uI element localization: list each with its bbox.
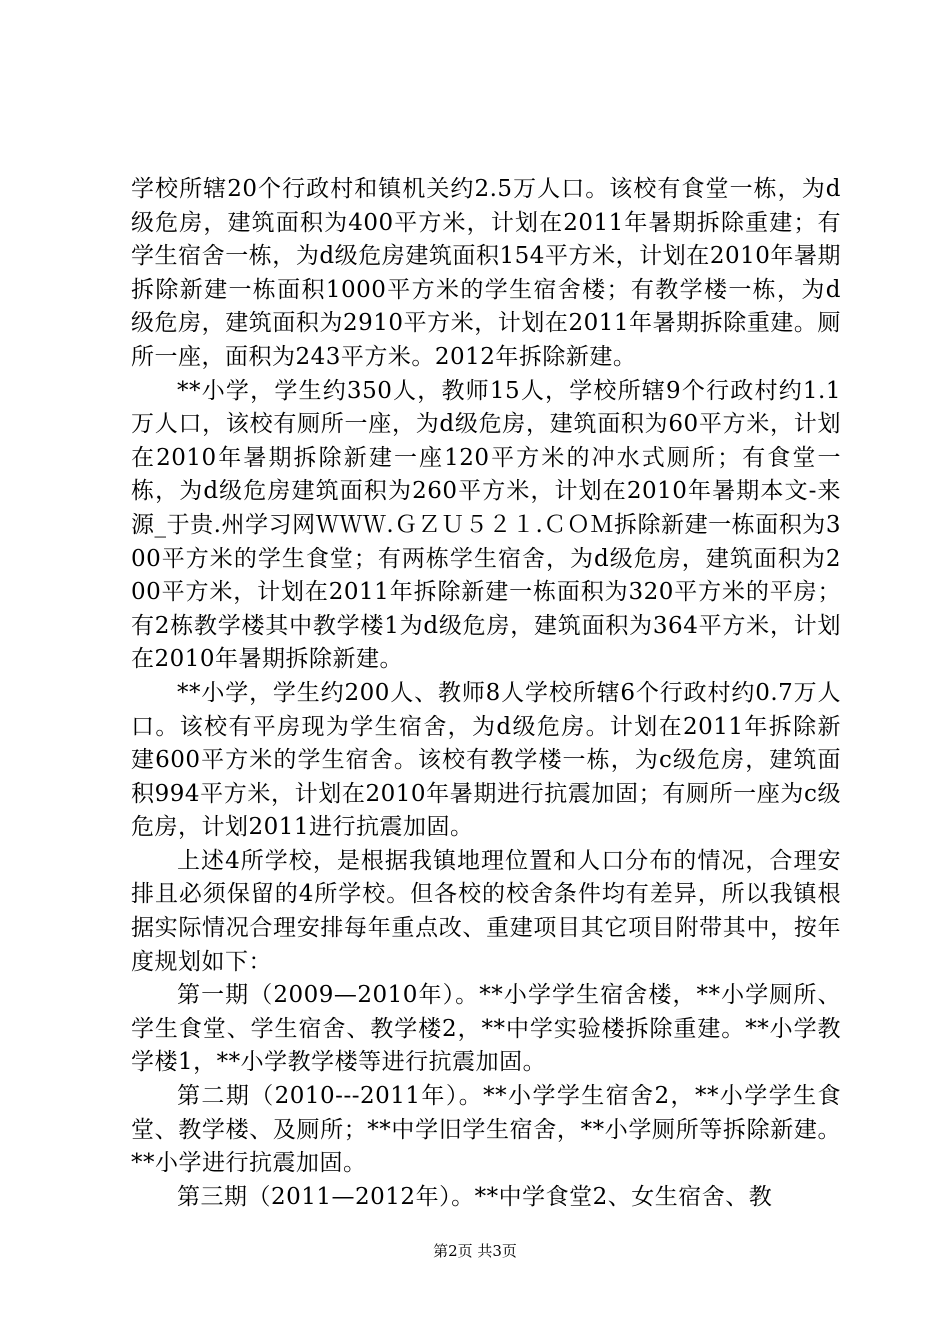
paragraph-3: **小学，学生约200人、教师8人学校所辖6个行政村约0.7万人口。该校有平房现为学生宿舍，为d级危房。计划在2011年拆除新建600平方米的学生宿舍。该校有教学楼一栋，为c级危房，建筑面积994平方米，计划在2010年暑期进行抗震加固；有厕所一座为c级危房，计划2011进行抗震加固。 (131, 679, 841, 841)
paragraph-1: 学校所辖20个行政村和镇机关约2.5万人口。该校有食堂一栋，为d级危房，建筑面积为400平方米，计划在2011年暑期拆除重建；有学生宿舍一栋，为d级危房建筑面积154平方米，计划在2010年暑期拆除新建一栋面积1000平方米的学生宿舍楼；有教学楼一栋，为d级危房，建筑面积为2910平方米，计划在2011年暑期拆除重建。厕所一座，面积为243平方米。2012年拆除新建。 (131, 176, 841, 370)
paragraph-4: 上述4所学校，是根据我镇地理位置和人口分布的情况，合理安排且必须保留的4所学校。但各校的校舍条件均有差异，所以我镇根据实际情况合理安排每年重点改、重建项目其它项目附带其中，按年度规划如下： (131, 847, 841, 975)
paragraph-7: 第三期（2011—2012年）。**中学食堂2、女生宿舍、教 (177, 1183, 773, 1210)
paragraph-5: 第一期（2009—2010年）。**小学学生宿舍楼，**小学厕所、学生食堂、学生宿舍、教学楼2，**中学实验楼拆除重建。**小学教学楼1，**小学教学楼等进行抗震加固。 (131, 982, 841, 1076)
page-number-label: 第2页 共3页 (433, 1242, 517, 1260)
paragraph-6: 第二期（2010---2011年）。**小学学生宿舍2，**小学学生食堂、教学楼、及厕所；**中学旧学生宿舍，**小学厕所等拆除新建。**小学进行抗震加固。 (131, 1083, 841, 1177)
document-body (131, 173, 841, 1214)
paragraph-2: **小学，学生约350人，教师15人，学校所辖9个行政村约1.1万人口，该校有厕所一座，为d级危房，建筑面积为60平方米，计划在2010年暑期拆除新建一座120平方米的冲水式厕所；有食堂一栋，为d级危房建筑面积为260平方米，计划在2010年暑期本文-来源_于贵.州学习网ＷＷＷ.ＧＺＵ５２１.ＣＯＭ拆除新建一栋面积为300平方米的学生食堂；有两栋学生宿舍，为d级危房，建筑面积为200平方米，计划在2011年拆除新建一栋面积为320平方米的平房；有2栋教学楼其中教学楼1为d级危房，建筑面积为364平方米，计划在2010年暑期拆除新建。 (131, 377, 841, 673)
page-footer (0, 1241, 950, 1261)
